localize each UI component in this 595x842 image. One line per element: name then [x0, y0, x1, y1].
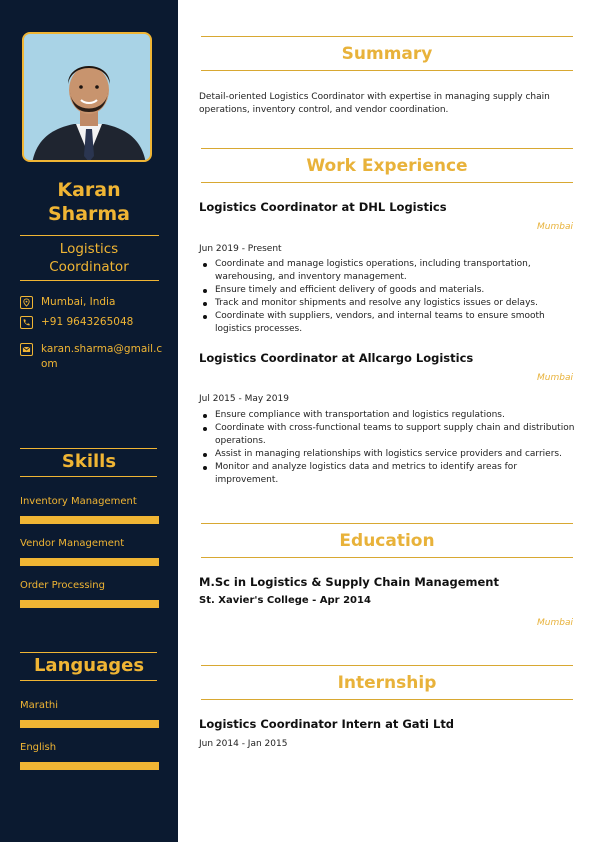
education-heading: Education — [339, 531, 435, 551]
languages-bottom-rule — [20, 680, 157, 681]
name-line-last: Sharma — [47, 203, 131, 225]
skill-label: Order Processing — [20, 580, 105, 591]
location-pin-icon — [20, 296, 33, 309]
job-bullets — [199, 258, 577, 336]
candidate-name — [0, 178, 178, 226]
phone-text[interactable]: +91 9643265048 — [41, 316, 134, 328]
internship-section-header — [201, 665, 573, 700]
list-item: Ensure timely and efficient delivery of goods and materials. — [199, 284, 577, 297]
experience-heading: Work Experience — [306, 156, 468, 176]
contact-email — [20, 342, 165, 372]
summary-text: Detail-oriented Logistics Coordinator with expertise in managing supply chain operations, inventory control, and vendor coordination. — [199, 92, 550, 115]
job-dates: Jun 2019 - Present — [199, 244, 282, 254]
avatar-illustration — [24, 34, 152, 162]
skills-bottom-rule — [20, 476, 157, 477]
language-bar — [20, 720, 159, 728]
email-text[interactable]: karan.sharma@gmail.com — [41, 343, 163, 370]
internship-title: Logistics Coordinator Intern at Gati Ltd — [199, 717, 455, 731]
contact-phone — [20, 315, 165, 330]
name-line-first: Karan — [57, 179, 121, 201]
internship-heading: Internship — [337, 673, 437, 693]
summary-section-header — [201, 36, 573, 71]
phone-icon — [20, 316, 33, 329]
school-name: St. Xavier's College - Apr 2014 — [199, 595, 371, 606]
main-content — [178, 0, 595, 842]
skill-bar — [20, 558, 159, 566]
role-line-1: Logistics — [59, 241, 119, 257]
language-bar — [20, 762, 159, 770]
list-item: Track and monitor shipments and resolve any logistics issues or delays. — [199, 297, 577, 310]
role-divider — [20, 280, 159, 281]
experience-section-header — [201, 148, 573, 183]
profile-photo — [22, 32, 152, 162]
list-item: Coordinate and manage logistics operations, including transportation, warehousing, and inventory management. — [199, 258, 577, 284]
language-label: Marathi — [20, 700, 59, 711]
language-label: English — [20, 742, 57, 753]
skills-heading: Skills — [61, 451, 117, 472]
skill-bar — [20, 600, 159, 608]
job-location: Mumbai — [537, 373, 573, 383]
job-location: Mumbai — [537, 222, 573, 232]
degree-title: M.Sc in Logistics & Supply Chain Management — [199, 575, 499, 589]
skills-top-rule — [20, 448, 157, 449]
sidebar — [0, 0, 178, 842]
skill-bar — [20, 516, 159, 524]
education-section-header — [201, 523, 573, 558]
list-item: Assist in managing relationships with logistics service providers and carriers. — [199, 448, 577, 461]
skill-label: Vendor Management — [20, 538, 125, 549]
name-divider — [20, 235, 159, 236]
envelope-icon — [20, 343, 33, 356]
job-title: Logistics Coordinator at DHL Logistics — [199, 200, 447, 214]
internship-dates: Jun 2014 - Jan 2015 — [199, 739, 288, 749]
education-location: Mumbai — [537, 618, 573, 628]
contact-location — [20, 295, 165, 310]
job-dates: Jul 2015 - May 2019 — [199, 394, 289, 404]
list-item: Monitor and analyze logistics data and metrics to identify areas for improvement. — [199, 461, 577, 487]
summary-heading: Summary — [341, 44, 433, 64]
list-item: Coordinate with suppliers, vendors, and internal teams to ensure smooth logistics processes. — [199, 310, 577, 336]
list-item: Ensure compliance with transportation and logistics regulations. — [199, 409, 577, 422]
languages-heading: Languages — [33, 655, 145, 676]
languages-top-rule — [20, 652, 157, 653]
candidate-role — [0, 240, 178, 276]
skill-label: Inventory Management — [20, 496, 137, 507]
role-line-2: Coordinator — [49, 259, 129, 275]
location-text: Mumbai, India — [41, 296, 116, 308]
job-title: Logistics Coordinator at Allcargo Logistics — [199, 351, 474, 365]
job-bullets — [199, 409, 577, 487]
list-item: Coordinate with cross-functional teams to support supply chain and distribution operations. — [199, 422, 577, 448]
